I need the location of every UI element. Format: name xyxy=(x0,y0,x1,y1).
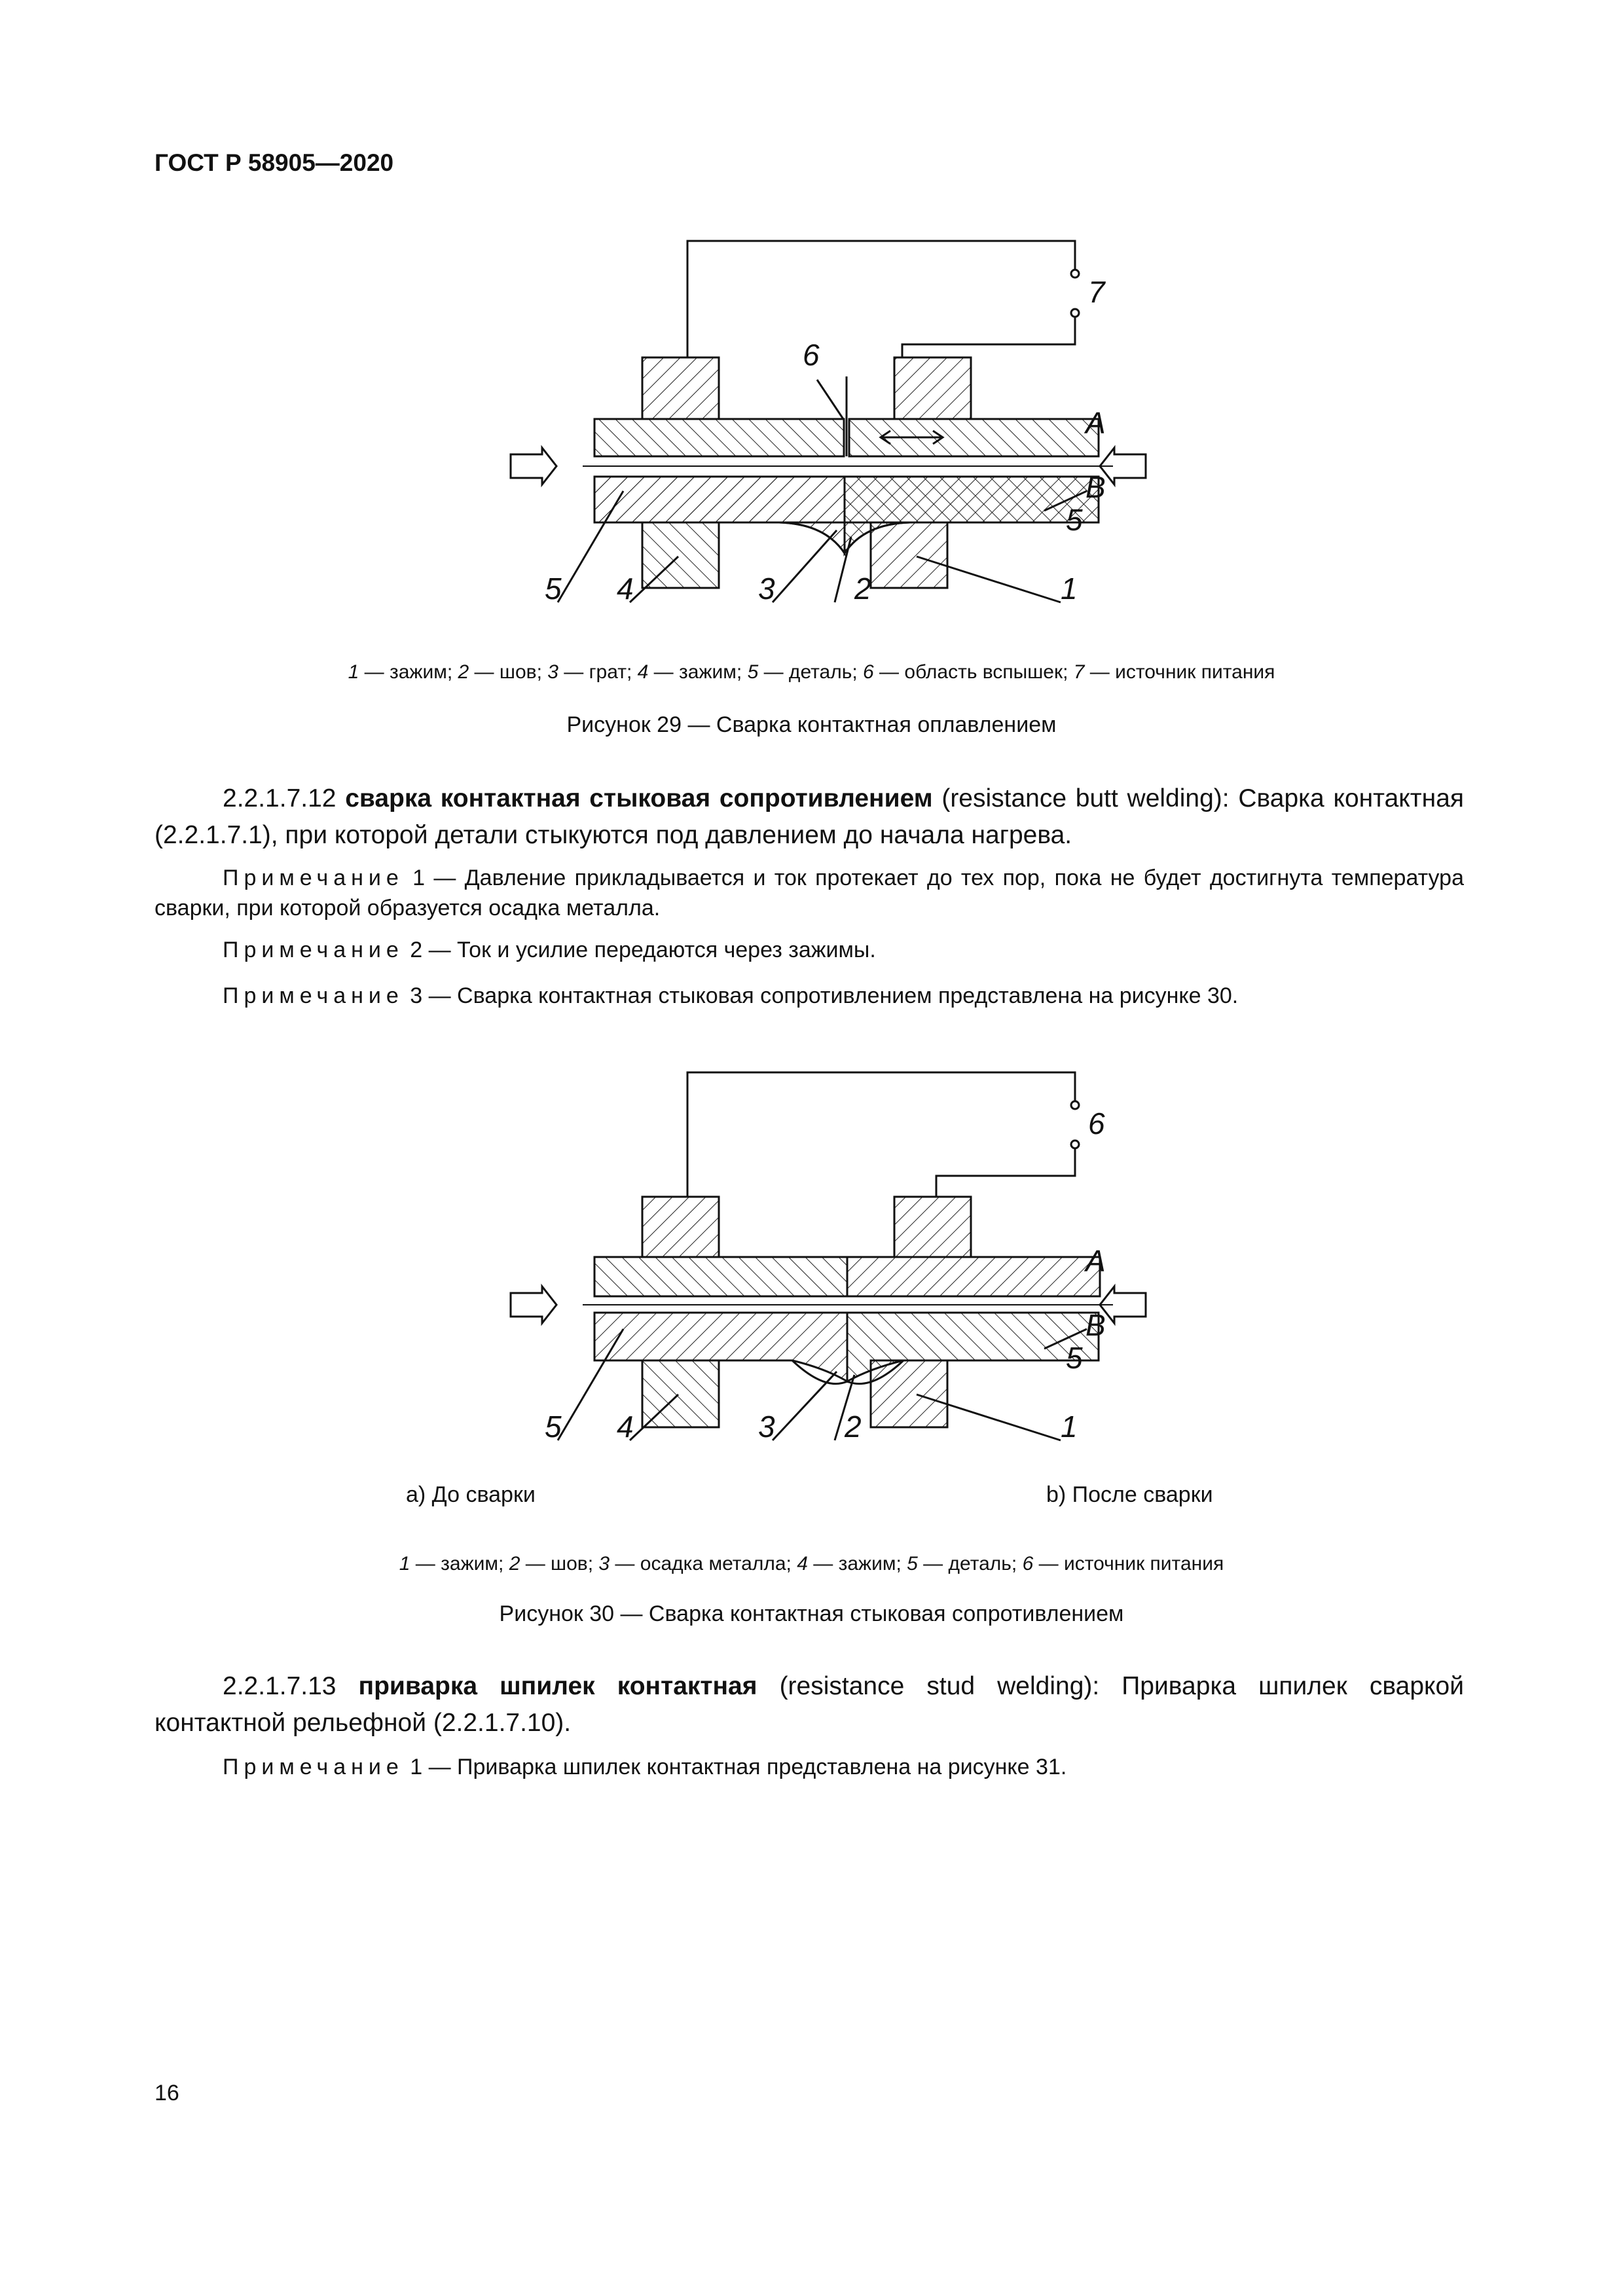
fig29-label-6: 6 xyxy=(803,338,820,372)
term-definition: (resistance stud welding): Приварка шпилек сваркой контактной рельефной (2.2.1.7.10). xyxy=(155,1672,1465,1737)
fig29-label-1: 1 xyxy=(1061,572,1078,606)
fig29-label-2: 2 xyxy=(854,572,871,606)
fig29-label-B: B xyxy=(1085,470,1106,504)
page-number: 16 xyxy=(155,2081,179,2105)
legend-item: 6 — область вспышек; xyxy=(863,661,1074,683)
figure-30-subcaption-b: b) После сварки xyxy=(1046,1482,1213,1507)
term-number: 2.2.1.7.13 xyxy=(223,1672,359,1700)
term-title: сварка контактная стыковая сопротивлением xyxy=(345,784,933,812)
figure-29-legend xyxy=(0,661,1623,683)
fig30-label-4: 4 xyxy=(617,1410,634,1444)
term-2-2-1-7-13 xyxy=(155,1668,1464,1741)
document-header: ГОСТ Р 58905—2020 xyxy=(155,149,394,176)
figure-29-diagram xyxy=(458,229,1178,635)
legend-item: 2 — шов; xyxy=(458,661,548,683)
legend-item: 3 — грат; xyxy=(547,661,638,683)
fig30-label-1: 1 xyxy=(1061,1410,1078,1444)
term-number: 2.2.1.7.12 xyxy=(223,784,346,812)
figure-30-caption: Рисунок 30 — Сварка контактная стыковая сопротивлением xyxy=(499,1601,1124,1626)
note-label: Примечание xyxy=(223,938,404,962)
legend-item: 3 — осадка металла; xyxy=(598,1553,797,1575)
fig30-label-6: 6 xyxy=(1088,1106,1105,1140)
note-text: 2 — Ток и усилие передаются через зажимы. xyxy=(403,938,876,962)
fig29-label-5-left: 5 xyxy=(545,572,562,606)
term-2-2-1-7-12 xyxy=(155,780,1464,854)
figure-30-subcaption-a: a) До сварки xyxy=(406,1482,536,1507)
legend-item: 4 — зажим; xyxy=(797,1553,907,1575)
figure-29-caption: Рисунок 29 — Сварка контактная оплавлением xyxy=(566,712,1057,737)
fig30-label-2: 2 xyxy=(845,1410,862,1444)
note-text: 1 — Приварка шпилек контактная представлена на рисунке 31. xyxy=(403,1755,1067,1779)
legend-item: 4 — зажим; xyxy=(637,661,748,683)
legend-item: 7 — источник питания xyxy=(1073,661,1275,683)
note-label: Примечание xyxy=(223,983,404,1008)
fig29-label-3: 3 xyxy=(758,572,775,606)
term-definition: (resistance butt welding): Сварка контактная (2.2.1.7.1), при которой детали стыкуются под давлением до начала нагрева. xyxy=(155,784,1465,849)
fig29-label-A: A xyxy=(1085,406,1106,440)
fig30-label-5-right: 5 xyxy=(1066,1341,1083,1375)
legend-item: 1 — зажим; xyxy=(348,661,458,683)
fig29-label-7: 7 xyxy=(1088,275,1105,309)
legend-item: 5 — деталь; xyxy=(747,661,864,683)
legend-item: 1 — зажим; xyxy=(399,1553,509,1575)
fig30-label-A: A xyxy=(1085,1244,1106,1278)
fig30-label-5-left: 5 xyxy=(545,1410,562,1444)
note-text: 1 — Давление прикладывается и ток протекает до тех пор, пока не будет достигнута температура сварки, при которой образуется осадка металла. xyxy=(155,866,1464,920)
note-label: Примечание xyxy=(223,866,404,890)
note-text: 3 — Сварка контактная стыковая сопротивлением представлена на рисунке 30. xyxy=(403,983,1239,1008)
note-stud-1 xyxy=(155,1752,1464,1782)
figure-30-legend xyxy=(0,1553,1623,1575)
legend-item: 6 — источник питания xyxy=(1022,1553,1224,1575)
fig29-label-5-right: 5 xyxy=(1066,503,1083,537)
legend-item: 5 — деталь; xyxy=(907,1553,1023,1575)
note-3 xyxy=(155,981,1464,1011)
fig30-label-3: 3 xyxy=(758,1410,775,1444)
note-1 xyxy=(155,863,1464,923)
note-label: Примечание xyxy=(223,1755,404,1779)
note-2 xyxy=(155,935,1464,965)
fig30-label-B: B xyxy=(1085,1308,1106,1342)
figure-30-diagram xyxy=(458,1061,1178,1453)
legend-item: 2 — шов; xyxy=(509,1553,599,1575)
fig29-label-4: 4 xyxy=(617,572,634,606)
term-title: приварка шпилек контактная xyxy=(358,1672,757,1700)
